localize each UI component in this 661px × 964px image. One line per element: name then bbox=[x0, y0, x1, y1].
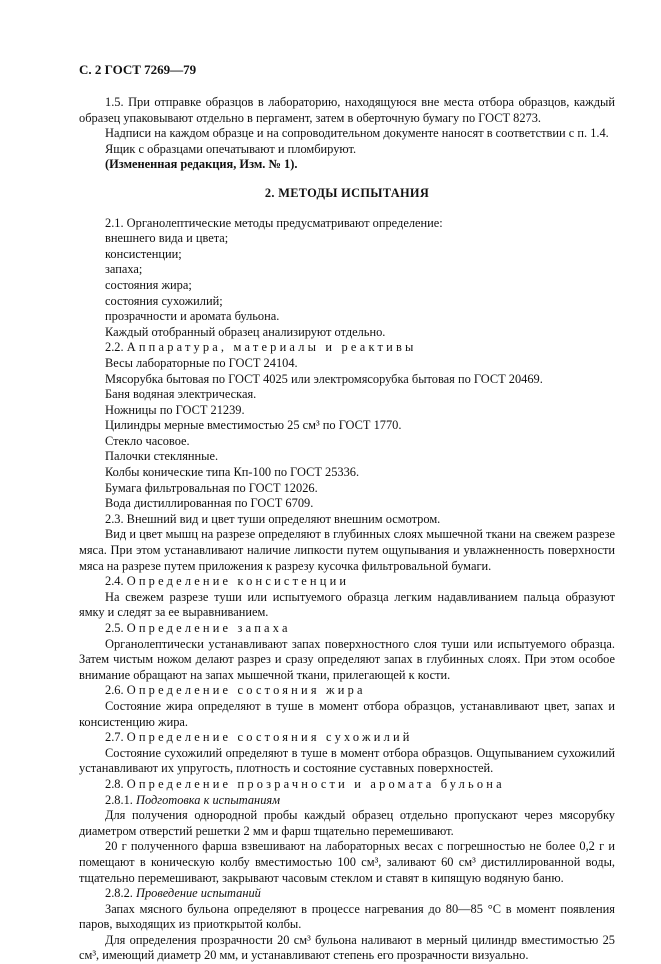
list-item: состояния сухожилий; bbox=[105, 293, 223, 308]
heading-2-6 bbox=[79, 683, 615, 699]
heading-number: 2.8.2. bbox=[105, 886, 133, 901]
equipment-item: Стекло часовое. bbox=[105, 433, 190, 448]
list-item: прозрачности и аромата бульона. bbox=[105, 309, 280, 324]
paragraph-2-8-2-clarity: Для определения прозрачности 20 см³ бульона наливают в мерный цилиндр вместимостью 25 см³, имеющий диаметр 20 мм, и устанавливают степень его прозрачности визуально. bbox=[79, 932, 615, 963]
paragraph-2-8-1-weighing: 20 г полученного фарша взвешивают на лабораторных весах с погрешностью не более 0,2 г и помещают в коническую колбу вместимостью 100 см³, заливают 60 см³ дистиллированной воды, тщательно перемешивают, закрывают часовым стеклом и ставят в кипящую водяную баню. bbox=[79, 839, 615, 885]
heading-text: Определение запаха bbox=[126, 621, 291, 635]
heading-2-2 bbox=[79, 340, 615, 356]
heading-number: 2.7. bbox=[105, 730, 124, 745]
section-title: 2. МЕТОДЫ ИСПЫТАНИЯ bbox=[264, 185, 430, 200]
paragraph-2-8-2: Запах мясного бульона определяют в процессе нагревания до 80—85 °С в момент появления паров, выходящих из приоткрытой колбы. bbox=[79, 901, 615, 932]
paragraph-2-5: Органолептически устанавливают запах поверхностного слоя туши или испытуемого образца. Затем чистым ножом делают разрез и сразу определяют запах в глубинных слоях. При этом особое внимание обращают на запах мышечной ткани, прилегающей к кости. bbox=[79, 636, 615, 682]
heading-2-8-2 bbox=[79, 886, 615, 902]
equipment-item: Ножницы по ГОСТ 21239. bbox=[105, 402, 245, 417]
heading-number: 2.2. bbox=[105, 340, 124, 355]
heading-text: Определение состояния сухожилий bbox=[126, 730, 413, 745]
heading-text: Определение прозрачности и аромата бульона bbox=[126, 776, 505, 791]
heading-2-8-1 bbox=[79, 793, 615, 809]
heading-number: 2.4. bbox=[105, 574, 124, 589]
paragraph-1-5-box: Ящик с образцами опечатывают и пломбируют. bbox=[105, 141, 357, 156]
paragraph-1-5: 1.5. При отправке образцов в лабораторию, находящуюся вне места отбора образцов, каждый образец упаковывают отдельно в пергамент, затем в оберточную бумагу по ГОСТ 8273. bbox=[79, 95, 615, 125]
heading-text: Определение состояния жира bbox=[126, 683, 366, 698]
amendment-note: (Измененная редакция, Изм. № 1). bbox=[105, 157, 298, 172]
heading-number: 2.5. bbox=[105, 621, 124, 635]
list-item: запаха; bbox=[105, 262, 143, 277]
paragraph-2-7: Состояние сухожилий определяют в туше в момент отбора образцов. Ощупыванием сухожилий устанавливают их упругость, плотность и состояние суставных поверхностей. bbox=[79, 745, 615, 776]
heading-2-7 bbox=[79, 730, 615, 746]
paragraph-2-1-note: Каждый отобранный образец анализируют отдельно. bbox=[105, 324, 386, 339]
heading-number: 2.8.1. bbox=[105, 792, 133, 807]
document-body bbox=[79, 95, 615, 964]
heading-text: Определение консистенции bbox=[126, 574, 350, 589]
page-header: С. 2 ГОСТ 7269—79 bbox=[79, 62, 197, 77]
equipment-item: Колбы конические типа Кп-100 по ГОСТ 25336. bbox=[105, 465, 360, 480]
paragraph-2-1: 2.1. Органолептические методы предусматривают определение: bbox=[105, 215, 443, 230]
heading-text: Проведение испытаний bbox=[136, 886, 261, 901]
equipment-item: Весы лабораторные по ГОСТ 24104. bbox=[105, 355, 298, 370]
equipment-item: Бумага фильтровальная по ГОСТ 12026. bbox=[105, 480, 318, 495]
heading-text: Аппаратура, материалы и реактивы bbox=[126, 340, 417, 355]
heading-2-8 bbox=[79, 777, 615, 793]
equipment-item: Баня водяная электрическая. bbox=[105, 387, 257, 402]
list-item: консистенции; bbox=[105, 246, 182, 261]
heading-text: Подготовка к испытаниям bbox=[136, 792, 281, 807]
paragraph-2-4: На свежем разрезе туши или испытуемого образца легким надавливанием пальца образуют ямку и следят за ее выравниванием. bbox=[79, 589, 615, 620]
paragraph-2-3: 2.3. Внешний вид и цвет туши определяют внешним осмотром. bbox=[105, 511, 441, 526]
equipment-item: Палочки стеклянные. bbox=[105, 449, 219, 464]
paragraph-2-3-detail: Вид и цвет мышц на разрезе определяют в глубинных слоях мышечной ткани на свежем разрезе мяса. При этом устанавливают наличие липкости путем ощупывания и увлажненность поверхности мяса на разрезе путем приложения к разрезу кусочка фильтровальной бумаги. bbox=[79, 527, 615, 573]
equipment-item: Вода дистиллированная по ГОСТ 6709. bbox=[105, 496, 314, 511]
heading-number: 2.8. bbox=[105, 776, 124, 791]
equipment-item: Цилиндры мерные вместимостью 25 см³ по ГОСТ 1770. bbox=[105, 418, 402, 433]
list-item: состояния жира; bbox=[105, 277, 192, 292]
heading-2-4 bbox=[79, 574, 615, 590]
paragraph-2-6: Состояние жира определяют в туше в момент отбора образцов, устанавливают цвет, запах и консистенцию жира. bbox=[79, 698, 615, 729]
paragraph-1-5-labels: Надписи на каждом образце и на сопроводительном документе наносят в соответствии с п. 1.4. bbox=[105, 126, 609, 141]
equipment-item: Мясорубка бытовая по ГОСТ 4025 или электромясорубка бытовая по ГОСТ 20469. bbox=[105, 371, 543, 386]
paragraph-2-8-1: Для получения однородной пробы каждый образец отдельно пропускают через мясорубку диаметром отверстий решетки 2 мм и фарш тщательно перемешивают. bbox=[79, 808, 615, 838]
heading-number: 2.6. bbox=[105, 683, 124, 698]
list-item: внешнего вида и цвета; bbox=[105, 231, 229, 246]
heading-2-5 bbox=[79, 621, 615, 637]
